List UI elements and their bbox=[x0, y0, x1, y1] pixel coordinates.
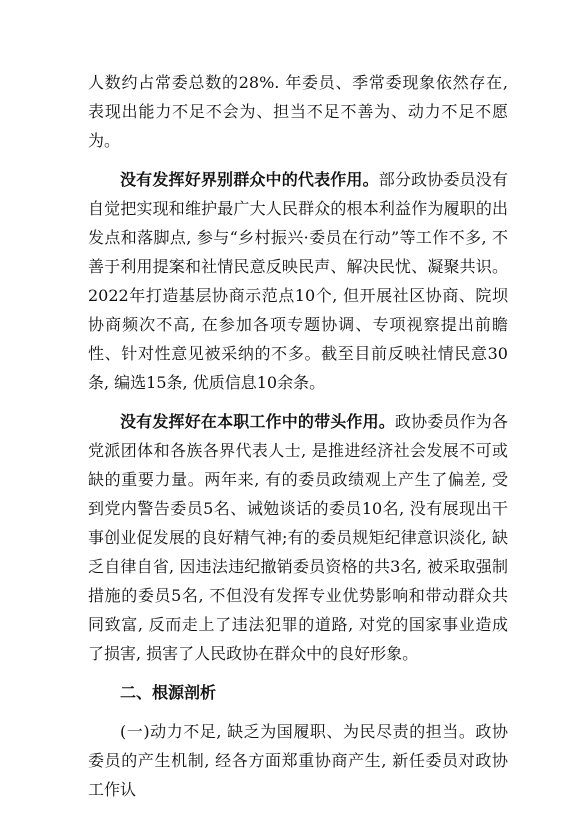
paragraph-2-text: 部分政协委员没有自觉把实现和维护最广大人民群众的根本利益作为履职的出发点和落脚点, 参与“乡村振兴·委员在行动”等工作不多, 不善于利用提案和社情民意反映民声、解决民忧、凝聚共识。2022年打造基层协商示范点10个, 但开展社区协商、院坝协商频次不高, 在参加各项专题协调、专项视察提出前瞻性、针对性意见被采纳的不多。截至目前反映社情民意30条, 编选15条, 优质信息10余条。 bbox=[88, 170, 508, 392]
paragraph-1-text: 人数约占常委总数的28%. 年委员、季常委现象依然存在, 表现出能力不足不会为、担当不足不善为、动力不足不愿为。 bbox=[88, 73, 508, 150]
paragraph-2 bbox=[88, 165, 508, 397]
paragraph-3 bbox=[88, 407, 508, 668]
section-heading: 二、根源剖析 bbox=[120, 683, 217, 702]
paragraph-3-lead: 没有发挥好在本职工作中的带头作用。 bbox=[120, 412, 395, 431]
document-body bbox=[88, 68, 508, 814]
paragraph-1 bbox=[88, 68, 508, 155]
paragraph-4-text: (一)动力不足, 缺乏为国履职、为民尽责的担当。政协委员的产生机制, 经各方面郑重协商产生, 新任委员对政协工作认 bbox=[88, 722, 508, 799]
paragraph-4 bbox=[88, 717, 508, 804]
paragraph-3-text: 政协委员作为各党派团体和各族各界代表人士, 是推进经济社会发展不可或缺的重要力量。两年来, 有的委员政绩观上产生了偏差, 受到党内警告委员5名、诫勉谈话的委员10名, 没有展现出干事创业促发展的良好精气神;有的委员规矩纪律意识淡化, 缺乏自律自省, 因违法违纪撤销委员资格的共3名, 被采取强制措施的委员5名, 不但没有发挥专业优势影响和带动群众共同致富, 反而走上了违法犯罪的道路, 对党的国家事业造成了损害, 损害了人民政协在群众中的良好形象。 bbox=[88, 412, 508, 663]
paragraph-2-lead: 没有发挥好界别群众中的代表作用。 bbox=[120, 170, 379, 189]
